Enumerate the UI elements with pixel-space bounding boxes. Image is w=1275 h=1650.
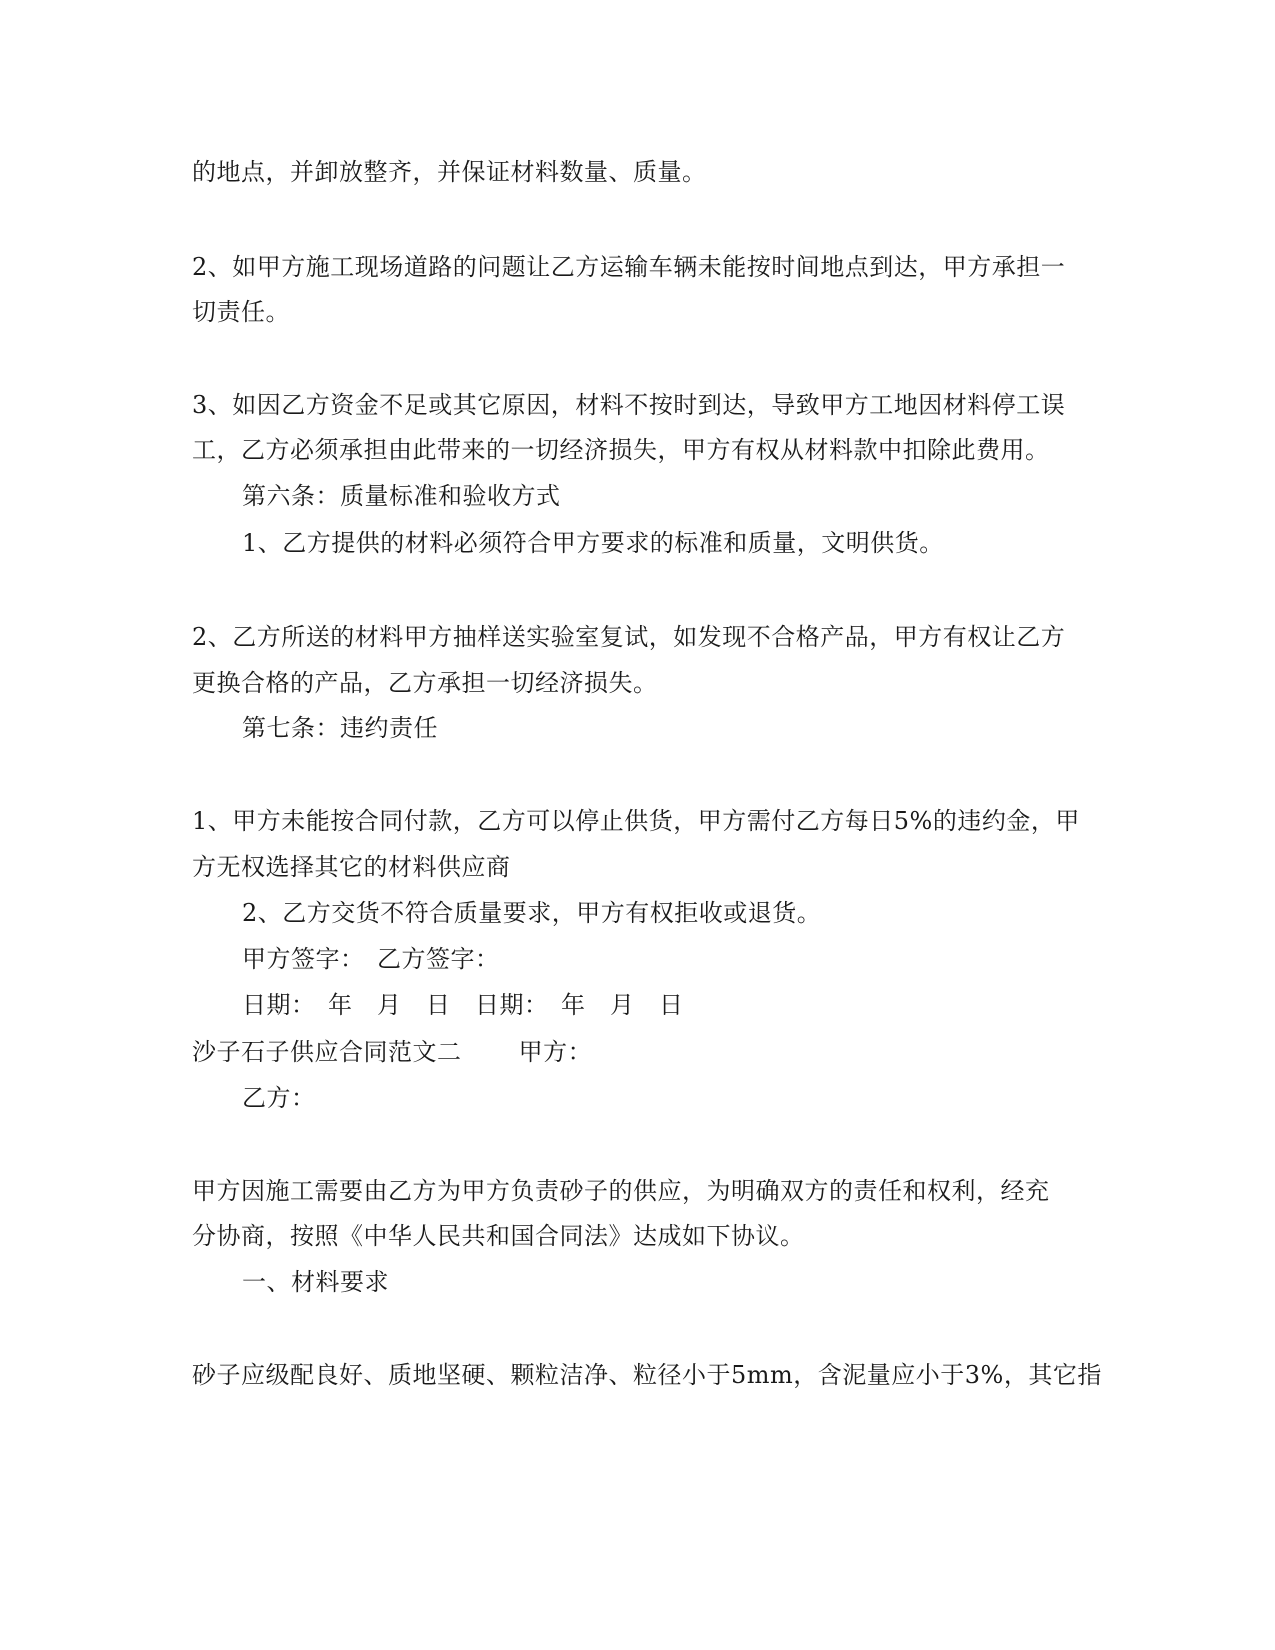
document-subtitle: 沙子石子供应合同范文二 甲方： (192, 1038, 593, 1066)
text-line: 砂子应级配良好、质地坚硬、颗粒洁净、粒径小于5mm，含泥量应小于3%，其它指 (192, 1361, 1102, 1389)
text-line: 方无权选择其它的材料供应商 (192, 853, 511, 881)
text-line: 2、如甲方施工现场道路的问题让乙方运输车辆未能按时间地点到达，甲方承担一 (192, 253, 1066, 281)
text-line: 甲方因施工需要由乙方为甲方负责砂子的供应，为明确双方的责任和权利，经充 (192, 1177, 1050, 1205)
text-line: 更换合格的产品，乙方承担一切经济损失。 (192, 669, 658, 697)
section-heading: 第六条：质量标准和验收方式 (242, 482, 561, 510)
party-line: 乙方： (242, 1084, 316, 1112)
text-line: 1、甲方未能按合同付款，乙方可以停止供货，甲方需付乙方每日5%的违约金，甲 (192, 807, 1080, 835)
text-line: 的地点，并卸放整齐，并保证材料数量、质量。 (192, 158, 707, 186)
section-heading: 一、材料要求 (242, 1268, 389, 1296)
text-line: 2、乙方交货不符合质量要求，甲方有权拒收或退货。 (242, 899, 822, 927)
text-line: 3、如因乙方资金不足或其它原因，材料不按时到达，导致甲方工地因材料停工误 (192, 391, 1066, 419)
text-line: 切责任。 (192, 298, 290, 326)
text-line: 1、乙方提供的材料必须符合甲方要求的标准和质量，文明供货。 (242, 529, 944, 557)
date-line: 日期： 年 月 日 日期： 年 月 日 (242, 991, 684, 1019)
signature-line: 甲方签字： 乙方签字： (242, 945, 500, 973)
text-line: 2、乙方所送的材料甲方抽样送实验室复试，如发现不合格产品，甲方有权让乙方 (192, 623, 1066, 651)
text-line: 分协商，按照《中华人民共和国合同法》达成如下协议。 (192, 1222, 805, 1250)
section-heading: 第七条：违约责任 (242, 714, 438, 742)
text-line: 工，乙方必须承担由此带来的一切经济损失，甲方有权从材料款中扣除此费用。 (192, 436, 1050, 464)
